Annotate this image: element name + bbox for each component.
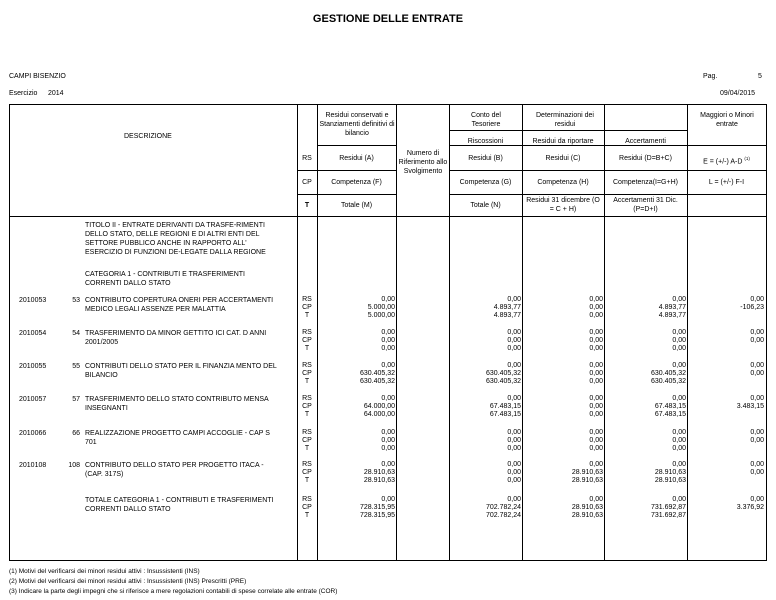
- cell-rs-4: 0,00: [750, 329, 764, 336]
- row-description: CONTRIBUTO DELLO STATO PER PROGETTO ITACA - (CAP. 317S): [85, 462, 264, 478]
- footnote-2: (2) Motivi del verificarsi dei minori residui attivi : Insussistenti (INS) Prescritti (PRE): [9, 578, 247, 585]
- row-description: TRASFERIMENTO DELLO STATO CONTRIBUTO MENSA INSEGNANTI: [85, 396, 269, 412]
- cell-rs-2: 0,00: [589, 395, 603, 402]
- cell-cp-2: 0,00: [589, 337, 603, 344]
- cell-cp-1: 67.483,15: [489, 403, 521, 410]
- cell-cp-3: 630.405,32: [650, 370, 686, 377]
- cell-t-0: 28.910,63: [363, 477, 395, 484]
- row-type-cp: CP: [302, 304, 312, 311]
- cell-rs-2: 0,00: [589, 362, 603, 369]
- row-type-cp: CP: [302, 469, 312, 476]
- exercise-year: 2014: [48, 90, 64, 97]
- header-competenza-g: Competenza (G): [459, 179, 512, 186]
- cell-cp-0: 64.000,00: [363, 403, 395, 410]
- row-type-rs: RS: [302, 496, 312, 503]
- row-type-rs: RS: [302, 296, 312, 303]
- header-residui-conservati: Residui conservati e Stanziamenti definitivi di bilancio: [319, 112, 395, 137]
- cell-rs-0: 0,00: [381, 296, 395, 303]
- cell-rs-3: 0,00: [672, 395, 686, 402]
- footnote-1: (1) Motivi del verificarsi dei minori residui attivi : Insussistenti (INS): [9, 568, 200, 575]
- header-accertamenti-31dic: Accertamenti 31 Dic. (P=D+I): [613, 197, 678, 213]
- row-type-t: T: [304, 312, 310, 319]
- cell-rs-1: 0,00: [507, 395, 521, 402]
- cell-rs-2: 0,00: [589, 429, 603, 436]
- header-residui-d: Residui (D=B+C): [619, 155, 672, 162]
- row-description: CONTRIBUTI DELLO STATO PER IL FINANZIA MENTO DEL BILANCIO: [85, 363, 277, 379]
- row-type-cp: CP: [302, 370, 312, 377]
- cell-rs-4: 0,00: [750, 395, 764, 402]
- cell-rs-3: 0,00: [672, 429, 686, 436]
- cell-rs-4: 0,00: [750, 362, 764, 369]
- cell-cp-2: 28.910,63: [571, 504, 603, 511]
- cell-t-0: 5.000,00: [367, 312, 395, 319]
- cell-cp-3: 0,00: [672, 437, 686, 444]
- header-residui-c: Residui (C): [545, 155, 581, 162]
- cell-cp-4: 3.483,15: [736, 403, 764, 410]
- row-code: 2010108: [19, 462, 47, 469]
- cell-cp-1: 0,00: [507, 437, 521, 444]
- row-number: 108: [68, 462, 80, 469]
- cell-cp-2: 0,00: [589, 304, 603, 311]
- cell-t-2: 0,00: [589, 312, 603, 319]
- cell-cp-0: 728.315,95: [359, 504, 395, 511]
- cell-t-2: 28.910,63: [571, 477, 603, 484]
- cell-rs-3: 0,00: [672, 296, 686, 303]
- titolo-description: TITOLO II - ENTRATE DERIVANTI DA TRASFE-RIMENTI DELLO STATO, DELLE REGIONI E DI ALTRI ENTI DEL SETTORE PUBBLICO ANCHE IN RAPPORTO ALL' ESERCIZIO DI FUNZIONI DE-LEGATE DALLA REGIONE: [85, 222, 266, 256]
- row-code: 2010066: [19, 430, 47, 437]
- row-code: 2010054: [19, 330, 47, 337]
- cell-t-3: 67.483,15: [654, 411, 686, 418]
- cell-t-0: 0,00: [381, 445, 395, 452]
- report-title: GESTIONE DELLE ENTRATE: [312, 13, 464, 25]
- row-number: 66: [72, 430, 80, 437]
- cell-cp-3: 28.910,63: [654, 469, 686, 476]
- cell-cp-0: 5.000,00: [367, 304, 395, 311]
- cell-cp-1: 630.405,32: [485, 370, 521, 377]
- cell-t-3: 28.910,63: [654, 477, 686, 484]
- header-cp: CP: [302, 179, 312, 186]
- cell-rs-1: 0,00: [507, 429, 521, 436]
- cell-rs-0: 0,00: [381, 362, 395, 369]
- row-description: CONTRIBUTO COPERTURA ONERI PER ACCERTAMENTI MEDICO LEGALI ASSENZE PER MALATTIA: [85, 297, 274, 313]
- cell-cp-3: 0,00: [672, 337, 686, 344]
- row-type-rs: RS: [302, 362, 312, 369]
- cell-cp-4: -106,23: [740, 304, 764, 311]
- entity-name: CAMPI BISENZIO: [9, 73, 66, 80]
- row-type-t: T: [304, 477, 310, 484]
- cell-cp-0: 0,00: [381, 437, 395, 444]
- cell-rs-0: 0,00: [381, 395, 395, 402]
- cell-rs-1: 0,00: [507, 329, 521, 336]
- row-number: 54: [72, 330, 80, 337]
- cell-t-1: 0,00: [507, 445, 521, 452]
- header-residui-31dic: Residui 31 dicembre (O = C + H): [526, 197, 600, 213]
- cell-t-3: 4.893,77: [658, 312, 686, 319]
- row-type-cp: CP: [302, 437, 312, 444]
- cell-rs-1: 0,00: [507, 296, 521, 303]
- header-residui-a: Residui (A): [339, 155, 374, 162]
- row-type-t: T: [304, 512, 310, 519]
- cell-t-1: 67.483,15: [489, 411, 521, 418]
- cell-t-0: 630.405,32: [359, 378, 395, 385]
- row-description: TRASFERIMENTO DA MINOR GETTITO ICI CAT. D ANNI 2001/2005: [85, 330, 267, 346]
- row-type-rs: RS: [302, 395, 312, 402]
- cell-rs-2: 0,00: [589, 296, 603, 303]
- row-type-rs: RS: [302, 329, 312, 336]
- header-determinazioni: Determinazioni dei residui: [536, 112, 594, 128]
- row-type-rs: RS: [302, 429, 312, 436]
- cell-t-0: 64.000,00: [363, 411, 395, 418]
- cell-cp-2: 28.910,63: [571, 469, 603, 476]
- cell-rs-4: 0,00: [750, 496, 764, 503]
- cell-t-2: 0,00: [589, 345, 603, 352]
- cell-cp-4: 3.376,92: [736, 504, 764, 511]
- cell-rs-4: 0,00: [750, 461, 764, 468]
- categoria-description: CATEGORIA 1 - CONTRIBUTI E TRASFERIMENTI CORRENTI DALLO STATO: [85, 271, 245, 287]
- cell-t-3: 731.692,87: [650, 512, 686, 519]
- row-type-rs: RS: [302, 461, 312, 468]
- row-number: 55: [72, 363, 80, 370]
- row-type-t: T: [304, 378, 310, 385]
- cell-t-1: 0,00: [507, 477, 521, 484]
- header-accertamenti: Accertamenti: [625, 138, 666, 145]
- report-date: 09/04/2015: [720, 90, 756, 97]
- header-riscossioni: Riscossioni: [467, 138, 504, 145]
- cell-rs-0: 0,00: [381, 461, 395, 468]
- cell-t-0: 0,00: [381, 345, 395, 352]
- cell-cp-3: 731.692,87: [650, 504, 686, 511]
- cell-rs-0: 0,00: [381, 496, 395, 503]
- cell-rs-4: 0,00: [750, 296, 764, 303]
- page-label: Pag.: [703, 73, 718, 80]
- row-code: 2010057: [19, 396, 47, 403]
- cell-cp-4: 0,00: [750, 337, 764, 344]
- header-conto-tesoriere: Conto del Tesoriere: [471, 112, 501, 128]
- cell-t-0: 728.315,95: [359, 512, 395, 519]
- cell-rs-2: 0,00: [589, 496, 603, 503]
- cell-cp-1: 702.782,24: [485, 504, 521, 511]
- header-totale-m: Totale (M): [340, 202, 373, 209]
- row-number: 53: [72, 297, 80, 304]
- cell-rs-1: 0,00: [507, 461, 521, 468]
- cell-cp-0: 0,00: [381, 337, 395, 344]
- header-totale-n: Totale (N): [470, 202, 501, 209]
- header-competenza-h: Competenza (H): [537, 179, 589, 186]
- cell-rs-2: 0,00: [589, 461, 603, 468]
- cell-t-2: 0,00: [589, 378, 603, 385]
- cell-t-2: 0,00: [589, 445, 603, 452]
- cell-cp-3: 4.893,77: [658, 304, 686, 311]
- header-l-formula: L = (+/-) F-I: [708, 179, 745, 186]
- header-maggiori-minori: Maggiori o Minori entrate: [700, 112, 754, 128]
- cell-cp-4: 0,00: [750, 469, 764, 476]
- row-description: TOTALE CATEGORIA 1 - CONTRIBUTI E TRASFERIMENTI CORRENTI DALLO STATO: [85, 497, 274, 513]
- cell-t-2: 28.910,63: [571, 512, 603, 519]
- cell-t-1: 702.782,24: [485, 512, 521, 519]
- cell-rs-0: 0,00: [381, 329, 395, 336]
- cell-rs-1: 0,00: [507, 362, 521, 369]
- header-t: T: [304, 202, 310, 209]
- cell-rs-4: 0,00: [750, 429, 764, 436]
- page-number: 5: [758, 73, 762, 80]
- row-number: 57: [72, 396, 80, 403]
- row-type-cp: CP: [302, 504, 312, 511]
- cell-rs-0: 0,00: [381, 429, 395, 436]
- header-numero-riferimento: Numero di Riferimento allo Svolgimento: [398, 150, 448, 175]
- header-residui-b: Residui (B): [468, 155, 503, 162]
- header-residui-riportare: Residui da riportare: [532, 138, 594, 145]
- cell-cp-1: 0,00: [507, 469, 521, 476]
- cell-rs-3: 0,00: [672, 362, 686, 369]
- cell-t-2: 0,00: [589, 411, 603, 418]
- cell-t-3: 0,00: [672, 345, 686, 352]
- header-e-formula: E = (+/-) A-D $^{(1)}$: [703, 156, 750, 166]
- header-competenza-f: Competenza (F): [331, 179, 382, 186]
- cell-cp-4: 0,00: [750, 437, 764, 444]
- cell-cp-0: 630.405,32: [359, 370, 395, 377]
- row-type-cp: CP: [302, 337, 312, 344]
- cell-cp-4: 0,00: [750, 370, 764, 377]
- cell-cp-2: 0,00: [589, 437, 603, 444]
- row-code: 2010055: [19, 363, 47, 370]
- cell-rs-1: 0,00: [507, 496, 521, 503]
- header-descrizione: DESCRIZIONE: [124, 133, 172, 140]
- cell-cp-2: 0,00: [589, 370, 603, 377]
- cell-cp-0: 28.910,63: [363, 469, 395, 476]
- row-description: REALIZZAZIONE PROGETTO CAMPI ACCOGLIE - CAP S 701: [85, 430, 270, 446]
- cell-t-3: 630.405,32: [650, 378, 686, 385]
- header-competenza-i: Competenza(I=G+H): [613, 179, 678, 186]
- row-type-t: T: [304, 445, 310, 452]
- cell-t-3: 0,00: [672, 445, 686, 452]
- header-rs: RS: [302, 155, 312, 162]
- row-type-t: T: [304, 411, 310, 418]
- cell-cp-1: 0,00: [507, 337, 521, 344]
- cell-t-1: 4.893,77: [493, 312, 521, 319]
- cell-rs-2: 0,00: [589, 329, 603, 336]
- cell-t-1: 630.405,32: [485, 378, 521, 385]
- cell-cp-1: 4.893,77: [493, 304, 521, 311]
- cell-cp-3: 67.483,15: [654, 403, 686, 410]
- footnote-3: (3) Indicare la parte degli impegni che si riferisce a mere regolazioni contabili di spese correlate alle entrate (COR): [9, 588, 338, 595]
- row-code: 2010053: [19, 297, 47, 304]
- cell-t-1: 0,00: [507, 345, 521, 352]
- cell-rs-3: 0,00: [672, 496, 686, 503]
- cell-rs-3: 0,00: [672, 329, 686, 336]
- exercise-label: Esercizio: [9, 90, 38, 97]
- cell-rs-3: 0,00: [672, 461, 686, 468]
- cell-cp-2: 0,00: [589, 403, 603, 410]
- row-type-t: T: [304, 345, 310, 352]
- row-type-cp: CP: [302, 403, 312, 410]
